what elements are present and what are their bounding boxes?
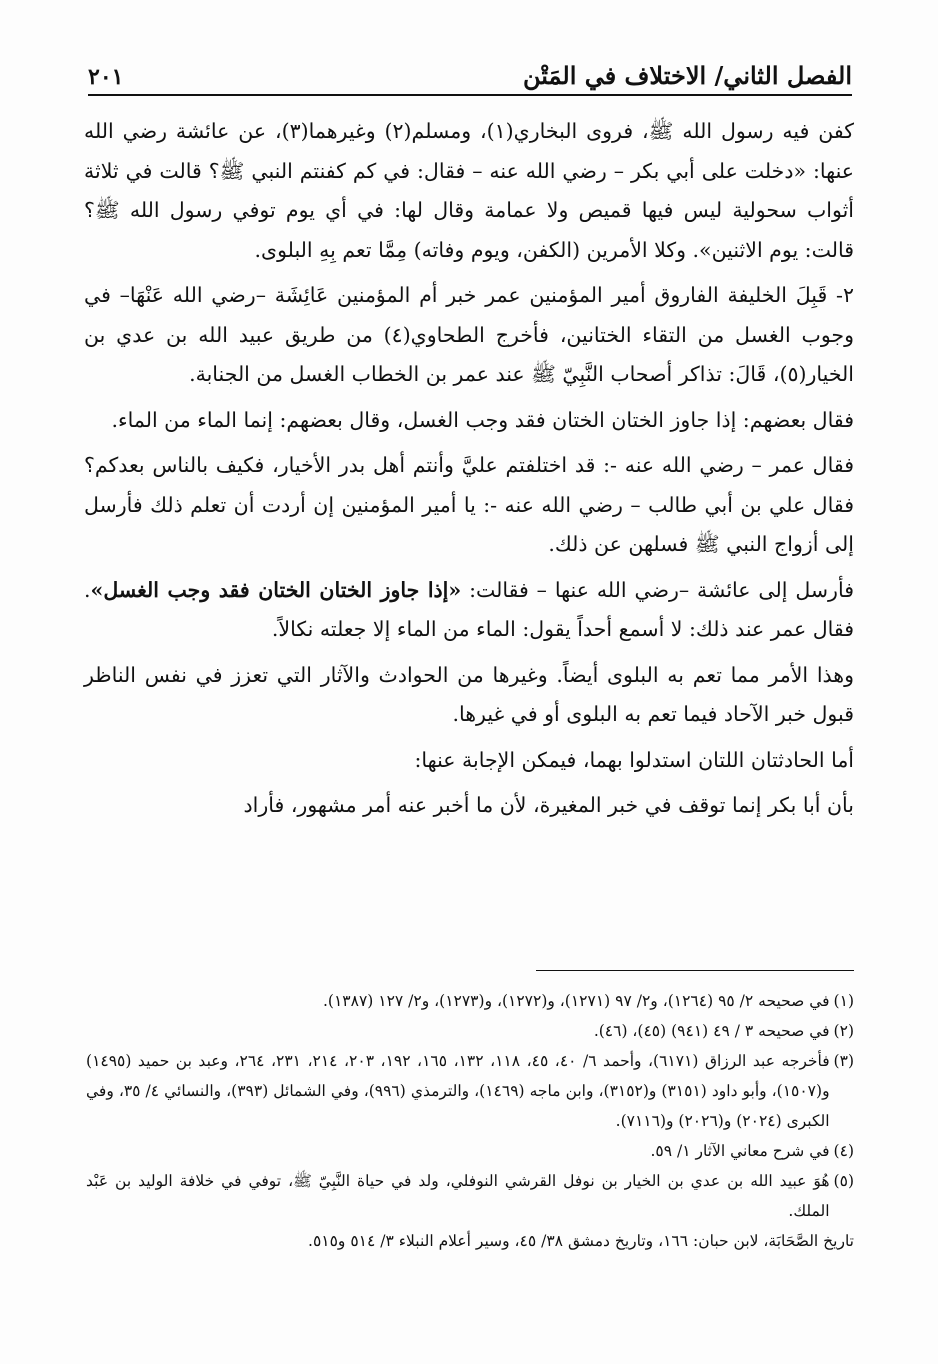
footnote-text: في صحيحه ٣ / ٤٩ (٩٤١) (٤٥)، (٤٦). (593, 1022, 830, 1040)
footnote (86, 1136, 854, 1166)
footnote-number: (٤) (833, 1142, 854, 1160)
paragraph: وهذا الأمر مما تعم به البلوى أيضاً. وغيرها من الحوادث والآثار التي تعزز في نفس الناظر قبول خبر الآحاد فيما تعم به البلوى أو في غيرها. (84, 662, 854, 726)
footnote (86, 1046, 854, 1136)
footnote-divider (536, 970, 854, 971)
footnote-number: (٣) (833, 1052, 854, 1070)
text-run: . فقال عمر عند ذلك: لا أسمع أحداً يقول: الماء من الماء إلا جعلته نكالاً. (84, 577, 854, 641)
paragraph: كفن فيه رسول الله ﷺ، فروى البخاري(١)، ومسلم(٢) وغيرهما(٣)، عن عائشة رضي الله عنها: «دخلت على أبي بكر – رضي الله عنه – فقال: في كم كفنتم النبي ﷺ؟ قالت في ثلاثة أثواب سحولية ليس فيها قميص ولا عمامة وقال لها: في أي يوم توفي رسول الله ﷺ؟ قالت: يوم الاثنين». وكلا الأمرين (الكفن، ويوم وفاته) مِمَّا تعم بِهِ البلوى. (84, 119, 854, 262)
paragraph: فقال بعضهم: إذا جاوز الختان الختان فقد وجب الغسل، وقال بعضهم: إنما الماء من الماء. (111, 407, 854, 432)
bold-quote: «إذا جاوز الختان الختان فقد وجب الغسل» (90, 577, 462, 602)
chapter-title: الفصل الثاني/ الاختلاف في المَتْن (523, 61, 852, 90)
footnote-continuation: تاريخ الصَّحَابَة، لابن حبان: ١٦٦، وتاريخ دمشق ٣٨/ ٤٥، وسير أعلام النبلاء ٣/ ٥١٤ و٥١٥. (308, 1232, 854, 1250)
page-number: ٢٠١ (88, 64, 124, 90)
footnotes (86, 986, 854, 1256)
text-run: فأرسل إلى عائشة –رضي الله عنها – فقالت: (461, 577, 854, 602)
footnote (86, 1016, 854, 1046)
paragraph: أما الحادثتان اللتان استدلوا بهما، فيمكن الإجابة عنها: (414, 747, 854, 772)
footnote (86, 1166, 854, 1226)
page-header (88, 52, 852, 96)
paragraph (84, 571, 854, 650)
footnote-text: هُوَ عبيد الله بن عدي بن الخيار بن نوفل القرشي النوفلي، ولد في حياة النَّبِيّ ﷺ، توفي في خلافة الوليد بن عَبْد الملك. (86, 1172, 830, 1220)
paragraph: فقال عمر – رضي الله عنه -: قد اختلفتم عليَّ وأنتم أهل بدر الأخيار، فكيف بالناس بعدكم؟ فقال علي بن أبي طالب – رضي الله عنه -: يا أمير المؤمنين إن أردت أن تعلم ذلك فأرسل إلى أزواج النبي ﷺ فسلهن عن ذلك. (84, 453, 854, 556)
footnote-text: في صحيحه ٢/ ٩٥ (١٢٦٤)، و٢/ ٩٧ (١٢٧١)، و(١٢٧٢)، و(١٢٧٣)، و٢/ ١٢٧ (١٣٨٧). (322, 992, 830, 1010)
paragraph: ٢- قَبِلَ الخليفة الفاروق أمير المؤمنين عمر خبر أم المؤمنين عَائِشَة –رضي الله عَنْهَا– في وجوب الغسل من التقاء الختانين، فأخرج الطحاوي(٤) من طريق عبيد الله بن عدي بن الخيار(٥)، قَالَ: تذاكر أصحاب النَّبِيّ ﷺ عند عمر بن الخطاب الغسل من الجنابة. (84, 283, 854, 386)
paragraph: بأن أبا بكر إنما توقف في خبر المغيرة، لأن ما أخبر عنه أمر مشهور، فأراد (243, 793, 854, 817)
footnote-text: فأخرجه عبد الرزاق (٦١٧١)، وأحمد ٦/ ٤٠، ٤٥، ١١٨، ١٣٢، ١٦٥، ١٩٢، ٢٠٣، ٢١٤، ٢٣١، ٢٦٤، وعبد بن حميد (١٤٩٥) و(١٥٠٧)، وأبو داود (٣١٥١) و(٣١٥٢)، وابن ماجه (١٤٦٩)، والترمذي (٩٩٦)، وفي الشمائل (٣٩٣)، والنسائي ٤/ ٣٥، وفي الكبرى (٢٠٢٤) و(٢٠٢٦) و(٧١١٦). (86, 1052, 830, 1130)
footnote-number: (٢) (833, 1022, 854, 1040)
footnote-number: (١) (833, 992, 854, 1010)
footnote (86, 986, 854, 1016)
footnote-number: (٥) (833, 1172, 854, 1190)
footnote-text: في شرح معاني الآثار ١/ ٥٩. (650, 1142, 830, 1160)
main-text (84, 112, 854, 826)
